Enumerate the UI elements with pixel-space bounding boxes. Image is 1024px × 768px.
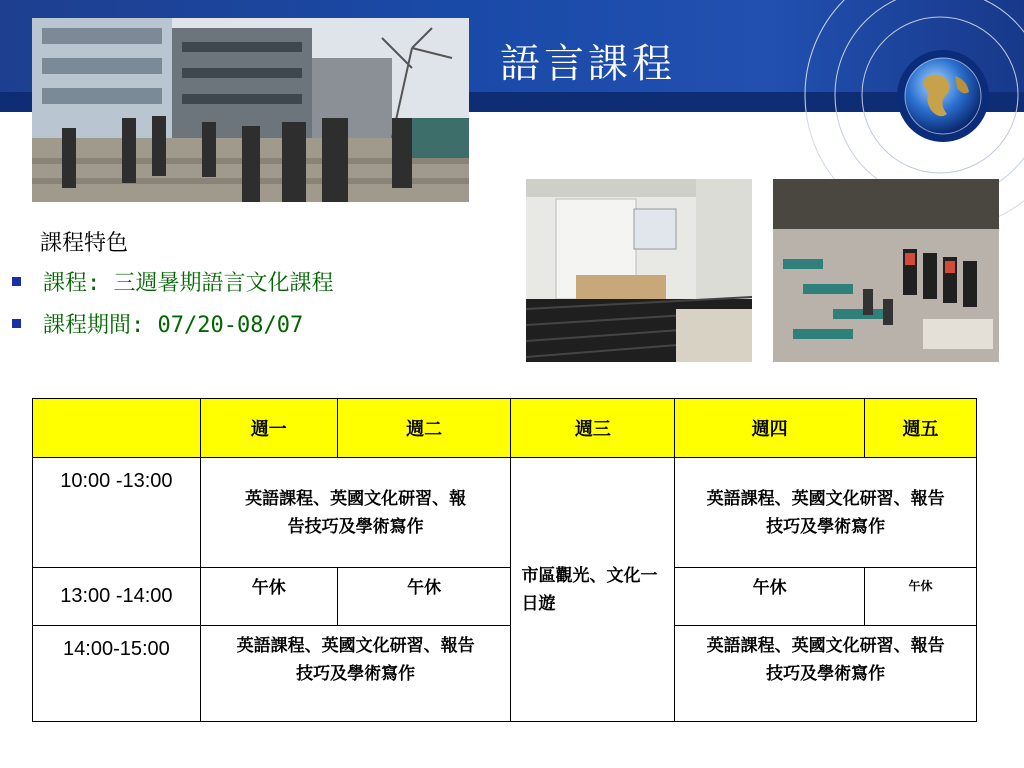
bullet-course — [12, 266, 334, 297]
lunch-fri: 午休 — [865, 568, 977, 626]
lecture-hall-photo — [526, 179, 752, 362]
campus-photo — [32, 18, 469, 202]
time-slot-morning: 10:00 -13:00 — [33, 458, 201, 568]
bullet-period-text: 課程期間: 07/20-08/07 — [43, 313, 304, 338]
header-fri: 週五 — [865, 399, 977, 458]
header-wed: 週三 — [511, 399, 675, 458]
bullet-period — [12, 308, 303, 339]
afternoon-mon-tue: 英語課程、英國文化研習、報告技巧及學術寫作 — [200, 626, 511, 722]
table-row — [33, 458, 977, 568]
slide-title: 語言課程 — [500, 41, 676, 87]
globe-icon — [895, 48, 991, 144]
bullet-marker-icon — [12, 319, 21, 328]
table-row — [33, 568, 977, 626]
header-mon: 週一 — [200, 399, 337, 458]
table-row — [33, 626, 977, 722]
afternoon-thu-fri: 英語課程、英國文化研習、報告技巧及學術寫作 — [675, 626, 977, 722]
bullet-marker-icon — [12, 277, 21, 286]
morning-thu-fri: 英語課程、英國文化研習、報告技巧及學術寫作 — [675, 458, 977, 568]
time-slot-lunch: 13:00 -14:00 — [33, 568, 201, 626]
table-header-row — [33, 399, 977, 458]
morning-mon-tue: 英語課程、英國文化研習、報告技巧及學術寫作 — [200, 458, 511, 568]
bullet-course-text: 課程: 三週暑期語言文化課程 — [43, 271, 334, 296]
features-heading: 課程特色 — [40, 231, 129, 256]
header-thu: 週四 — [675, 399, 865, 458]
lunch-mon: 午休 — [200, 568, 337, 626]
time-slot-afternoon: 14:00-15:00 — [33, 626, 201, 722]
wednesday-all-day: 市區觀光、文化一日遊 — [511, 458, 675, 722]
header-tue: 週二 — [337, 399, 511, 458]
lunch-tue: 午休 — [337, 568, 511, 626]
student-lounge-photo — [773, 179, 999, 362]
weekly-schedule-table — [32, 398, 977, 722]
lunch-thu: 午休 — [675, 568, 865, 626]
header-corner — [33, 399, 201, 458]
